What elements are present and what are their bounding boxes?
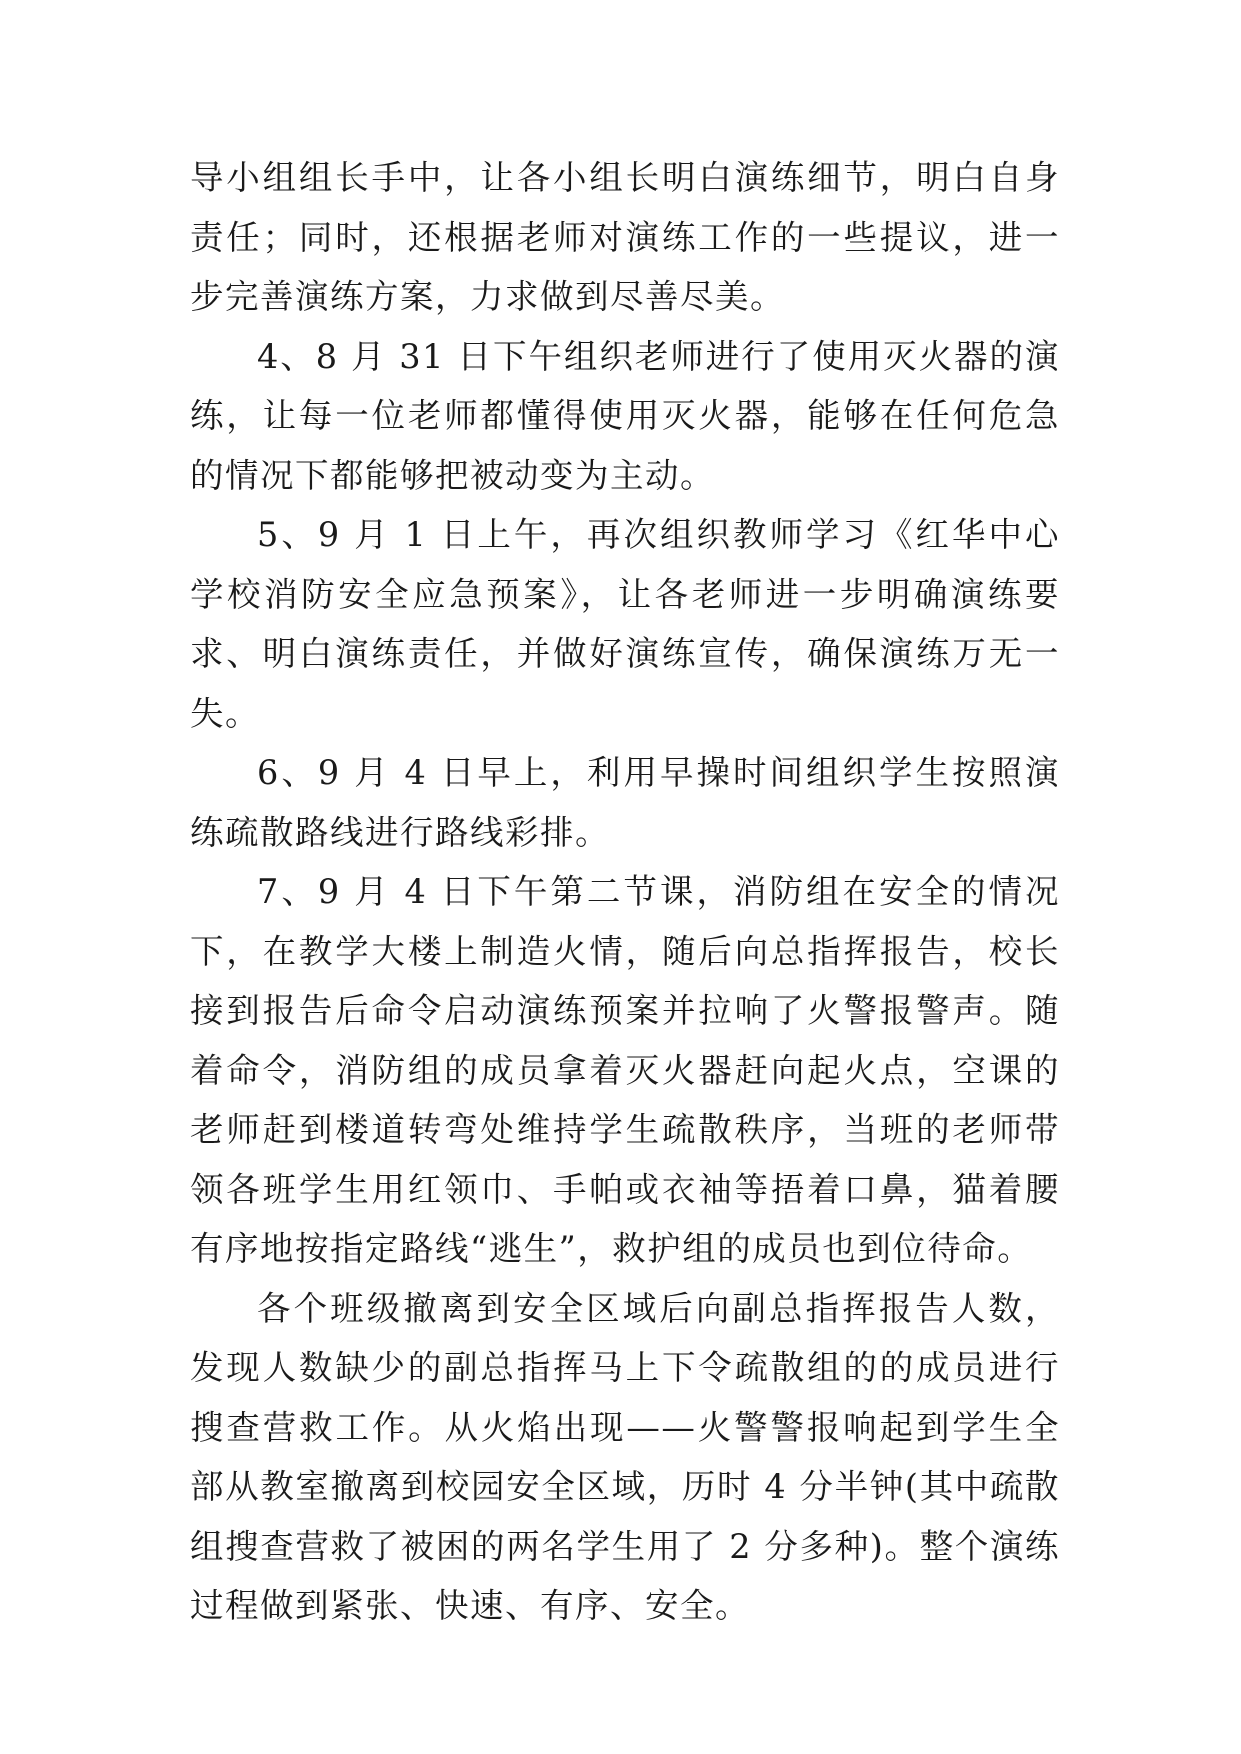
paragraph-item-4: 4、8 月 31 日下午组织老师进行了使用灭火器的演练，让每一位老师都懂得使用灭火器，能够在任何危急的情况下都能够把被动变为主动。 — [190, 336, 1060, 495]
document-body — [190, 148, 1060, 1636]
paragraph-item-6: 6、9 月 4 日早上，利用早操时间组织学生按照演练疏散路线进行路线彩排。 — [190, 753, 1060, 852]
paragraph-continuation: 导小组组长手中，让各小组长明白演练细节，明白自身责任；同时，还根据老师对演练工作的一些提议，进一步完善演练方案，力求做到尽善尽美。 — [190, 158, 1060, 316]
paragraph-item-7: 7、9 月 4 日下午第二节课，消防组在安全的情况下，在教学大楼上制造火情，随后向总指挥报告，校长接到报告后命令启动演练预案并拉响了火警报警声。随着命令，消防组的成员拿着灭火器赶向起火点，空课的老师赶到楼道转弯处维持学生疏散秩序，当班的老师带领各班学生用红领巾、手帕或衣袖等捂着口鼻，猫着腰有序地按指定路线“逃生”，救护组的成员也到位待命。 — [190, 872, 1060, 1268]
paragraph-item-5: 5、9 月 1 日上午，再次组织教师学习《红华中心学校消防安全应急预案》，让各老师进一步明确演练要求、明白演练责任，并做好演练宣传，确保演练万无一失。 — [190, 515, 1060, 733]
paragraph-summary: 各个班级撤离到安全区域后向副总指挥报告人数，发现人数缺少的副总指挥马上下令疏散组的的成员进行搜查营救工作。从火焰出现——火警警报响起到学生全部从教室撤离到校园安全区域，历时 4 分半钟(其中疏散组搜查营救了被困的两名学生用了 2 分多种)。整个演练过程做到紧张、快速、有序、安全。 — [190, 1288, 1060, 1625]
